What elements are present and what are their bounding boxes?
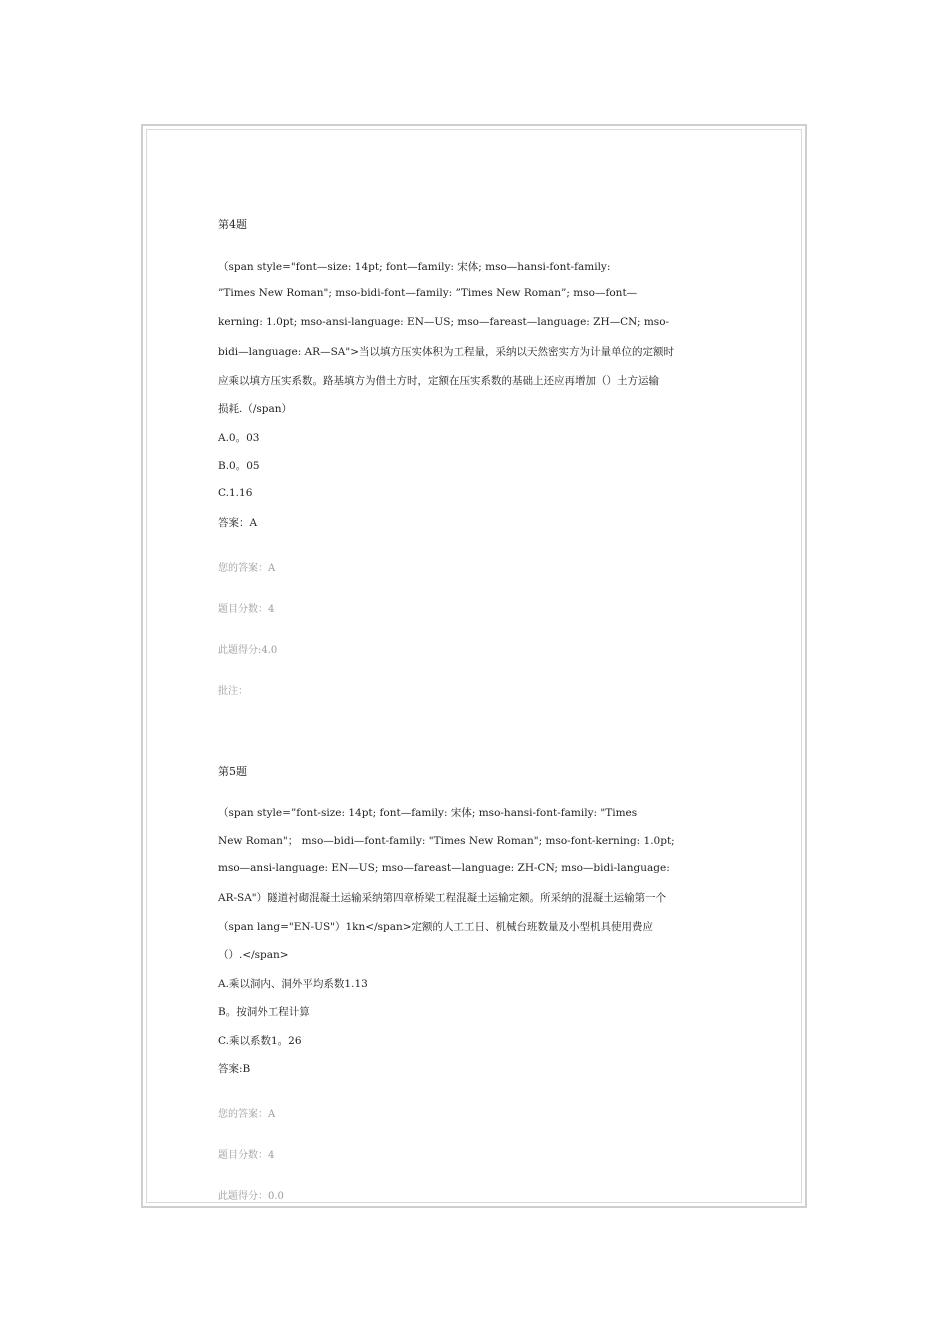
question-body-line: bidi—language: AR—SA">当以填方压实体积为工程量，采纳以天然密实方为计量单位的定额时 <box>218 346 674 358</box>
question-title: 第5题 <box>218 765 247 778</box>
earned-score: 此题得分：0.0 <box>218 1191 284 1202</box>
question-title: 第4题 <box>218 218 247 231</box>
earned-score: 此题得分:4.0 <box>218 645 278 656</box>
question-body-line: New Roman"； mso—bidi—font-family: "Times New Roman"; mso-font-kerning: 1.0pt; <box>218 835 675 847</box>
option-c: C.乘以系数1。26 <box>218 1035 302 1047</box>
correct-answer: 答案:B <box>218 1063 251 1075</box>
question-body-line: 应乘以填方压实系数。路基填方为借土方时，定额在压实系数的基础上还应再增加（）土方运输 <box>218 375 659 387</box>
your-answer: 您的答案：A <box>218 1109 276 1120</box>
question-body-line: （）.</span> <box>218 949 289 961</box>
question-score: 题目分数：4 <box>218 604 275 615</box>
correct-answer: 答案：A <box>218 517 258 529</box>
question-body-line: （span style=”font-size: 14pt; font—family: 宋体; mso-hansi-font-family: "Times <box>218 807 638 819</box>
question-body-line: AR-SA"）隧道衬砌混凝土运输采纳第四章桥梁工程混凝土运输定额。所采纳的混凝土运输第一个 <box>218 892 667 904</box>
option-a: A.0。03 <box>218 432 260 444</box>
note-label: 批注： <box>218 686 248 697</box>
option-b: B.0。05 <box>218 460 260 472</box>
question-body-line: （span lang="EN-US"）1kn</span>定额的人工工日、机械台班数量及小型机具使用费应 <box>218 921 654 933</box>
question-body-line: kerning: 1.0pt; mso-ansi-language: EN—US; mso—fareast—language: ZH—CN; mso- <box>218 316 670 328</box>
question-body-line: （span style="font—size: 14pt; font—family: 宋体; mso—hansi-font-family: <box>218 261 611 273</box>
question-body-line: mso—ansi-language: EN—US; mso—fareast—language: ZH-CN; mso—bidi-language: <box>218 862 670 874</box>
option-a: A.乘以洞内、洞外平均系数1.13 <box>218 978 368 990</box>
question-score: 题目分数：4 <box>218 1150 275 1161</box>
your-answer: 您的答案：A <box>218 563 276 574</box>
option-c: C.1.16 <box>218 487 253 499</box>
option-b: B。按洞外工程计算 <box>218 1006 310 1018</box>
question-body-line: ”Times New Roman"; mso-bidi-font—family: ”Times New Roman”; mso—font— <box>218 287 638 299</box>
question-body-line: 损耗.（/span） <box>218 403 293 415</box>
